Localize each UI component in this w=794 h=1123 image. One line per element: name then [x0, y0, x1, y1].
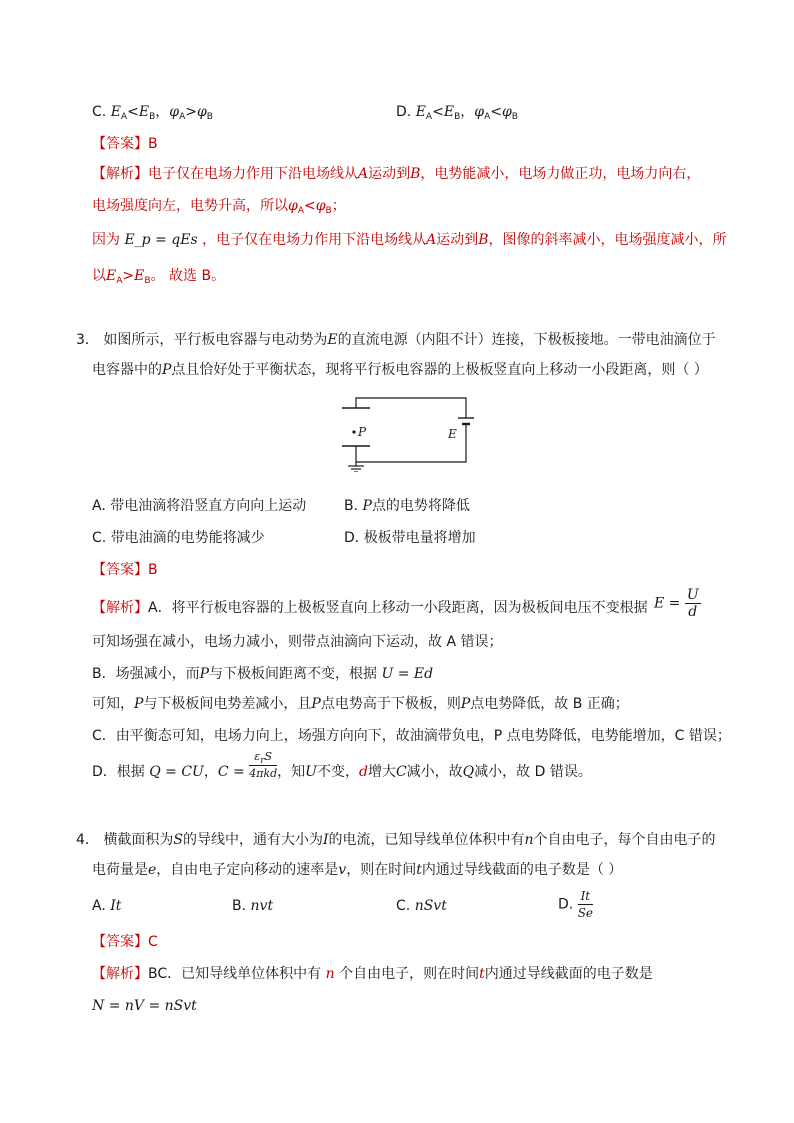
q2-analysis-line4: 以$E_A>E_B$。 故选 B。 [92, 268, 226, 286]
q3-analysis-b-line2: 可知，P与下极板间电势差减小，且P点电势高于下极板，则P点电势降低，故 B 正确； [92, 696, 629, 712]
q3-option-a: A. 带电油滴将沿竖直方向向上运动 [92, 498, 307, 514]
q3-stem-line2: 电容器中的P点且恰好处于平衡状态，现将平行板电容器的上极板竖直向上移动一小段距离，则（ ） [92, 362, 708, 378]
q3-option-c: C. 带电油滴的电势能将减少 [92, 530, 265, 546]
q4-option-c: C. nSvt [396, 898, 447, 914]
q2-analysis-line1: 【解析】电子仅在电场力作用下沿电场线从A运动到B，电势能减小，电场力做正功，电场力向右， [92, 166, 701, 182]
q4-stem-line2: 电荷量是e，自由电子定向移动的速率是v，则在时间t内通过导线截面的电子数是（ ） [92, 862, 623, 878]
q3-answer: 【答案】B [92, 562, 158, 578]
q3-analysis-c-line: C．由平衡态可知，电场力向上，场强方向向下，故油滴带负电，P 点电势降低，电势能增加，C 错误； [92, 728, 731, 744]
diagram-point-label: P [358, 425, 367, 439]
q4-analysis-line2: N = nV = nSvt [92, 998, 197, 1014]
q2-option-d: D. $E_A<E_B$，$\varphi_A<\varphi_B$ [396, 104, 518, 122]
q3-analysis-d-line: D．根据 Q = CU，C = $\frac{\varepsilon_rS}{\text{4πkd}}$ ，知U不变，d增大C减小，故Q减小，故 D 错误。 [92, 749, 592, 780]
q4-option-d: D. $\frac{It}{Se}$ [558, 889, 594, 920]
q3-analysis-a-line2: 可知场强在减小，电场力减小，则带点油滴向下运动，故 A 错误； [92, 634, 503, 650]
q2-answer: 【答案】B [92, 136, 158, 152]
q4-answer: 【答案】C [92, 934, 158, 950]
q2-analysis-line3: 因为 E_p = qEs ，电子仅在电场力作用下沿电场线从A运动到B，图像的斜率减小，电场强度减小，所 [92, 232, 727, 248]
q2-option-c: C. $E_A<E_B$，$\varphi_A>\varphi_B$ [92, 104, 213, 122]
q4-analysis-line1: 【解析】BC．已知导线单位体积中有 n 个自由电子，则在时间t内通过导线截面的电子数是 [92, 966, 653, 982]
q3-analysis-b-line1: B．场强减小，而P与下极板间距离不变，根据 U = Ed [92, 666, 434, 682]
q4-option-b: B. nvt [232, 898, 274, 914]
q4-stem-line1: 4． 横截面积为S的导线中，通有大小为I的电流，已知导线单位体积中有n个自由电子，每个自由电子的 [76, 832, 716, 848]
q3-option-d: D. 极板带电量将增加 [344, 530, 476, 546]
capacitor-circuit-diagram [336, 392, 486, 472]
q3-stem-line1: 3． 如图所示，平行板电容器与电动势为E的直流电源（内阻不计）连接，下极板接地。一带电油滴位于 [76, 332, 716, 348]
q3-analysis-a-line1: 【解析】A．将平行板电容器的上极板竖直向上移动一小段距离，因为极板间电压不变根据 [92, 600, 648, 616]
q3-option-b: B. P点的电势将降低 [344, 498, 470, 514]
q4-option-a: A. It [92, 898, 122, 914]
q2-analysis-line2: 电场强度向左，电势升高，所以$\varphi_A<\varphi_B$； [92, 198, 346, 216]
q3-formula-e-ud: E = $\frac{U}{d}$ [654, 587, 699, 620]
diagram-source-label: E [448, 427, 457, 441]
